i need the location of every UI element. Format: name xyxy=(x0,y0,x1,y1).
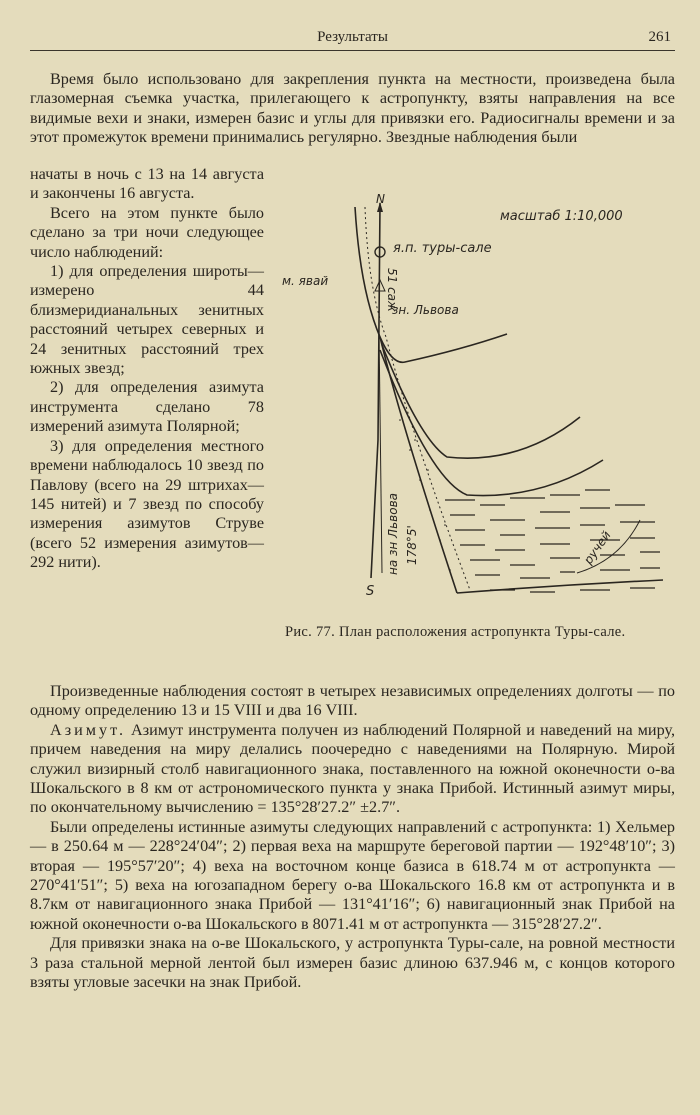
south-label: S xyxy=(366,584,375,599)
cape-label: м. явай xyxy=(282,274,329,288)
stream-label: ручей xyxy=(580,528,614,567)
stream xyxy=(577,520,640,573)
bearing-label: на зн Львова xyxy=(386,493,400,575)
bearing-line xyxy=(379,330,382,573)
section-title: Результаты xyxy=(317,29,388,45)
astropoint-label: я.п. туры-сале xyxy=(393,241,492,256)
marsh-hatching xyxy=(445,490,660,592)
body-text-bottom xyxy=(30,682,675,993)
paragraph: Всего на этом пункте было сделано за три ночи следующее число наблюдений: xyxy=(30,203,264,261)
running-header xyxy=(30,24,675,51)
body-text-column xyxy=(30,165,264,573)
marsh-edge xyxy=(457,580,663,593)
north-label: N xyxy=(376,192,385,206)
figure-map xyxy=(278,190,688,630)
page-number: 261 xyxy=(648,29,671,45)
contour-2 xyxy=(382,345,580,458)
north-south-line xyxy=(371,203,380,578)
scale-label: масштаб 1:10,000 xyxy=(500,209,623,224)
list-item: 1) для определения широты—измерено 44 близмеридианальных зенитных расстояний четырех северных и 24 зенитных расстояний трех южных звезд; xyxy=(30,262,264,378)
paragraph: Для привязки знака на о-ве Шокальского, у астропункта Туры-сале, на ровной местности 3 раза стальной мерной лентой был измерен базис длиною 637.946 м, с концов которого взяты угловые засечки на знак Прибой. xyxy=(30,934,675,992)
paragraph-azimuth xyxy=(30,721,675,818)
body-text-top xyxy=(30,70,675,148)
contour-3 xyxy=(380,350,603,496)
contour-1 xyxy=(380,334,507,362)
list-item: 3) для определения местного времени наблюдалось 10 звезд по Павлову (всего на 29 штрихах—145 нитей) и 7 звезд по способу измерения азимутов Струве (всего 52 измерения азимутов—292 нити). xyxy=(30,436,264,572)
sign-label: зн. Львова xyxy=(392,303,459,317)
list-item: 2) для определения азимута инструмента сделано 78 измерений азимута Полярной; xyxy=(30,378,264,436)
paragraph: Время было использовано для закрепления пункта на местности, произведена была глазомерная съемка участка, прилегающего к астропункту, взяты направления на все видимые вехи и знаки, измерен базис и углы для привязки его. Радиосигналы времени и за этот промежуток времени принимались регулярно. Звездные наблюдения были xyxy=(30,70,675,147)
distance-label: 51 саж xyxy=(385,268,399,312)
paragraph: Были определены истинные азимуты следующих направлений с астропункта: 1) Хельмер — в 250.64 м — 228°24′04″; 2) первая веха на маршруте береговой партии — 192°48′10″; 3) вторая — 195°57′20″; 4) веха на восточном конце базиса в 618.74 м от астропункта — 270°41′51″; 5) веха на югозападном берегу о-ва Шокальского 16.8 км от астропункта и в 8.7км от навигационного знака Прибой — 131°41′16″; 6) навигационный знак Прибой на южной оконечности о-ва Шокальского в 8071.41 м от астропункта — 315°28′27.2″. xyxy=(30,817,675,933)
azimuth-heading: Азимут. xyxy=(50,720,126,739)
map-drawing xyxy=(278,190,688,630)
bearing-angle-label: 178°5' xyxy=(405,525,419,565)
paragraph-continuation: начаты в ночь с 13 на 14 августа и закончены 16 августа. xyxy=(30,165,264,203)
azimuth-text: Азимут инструмента получен из наблюдений Полярной и наведений на миру, причем наведения на миру делались поочередно с наведениями на Полярную. Мирой служил визирный столб навигационного знака, поставленного на южной оконечности о-ва Шокальского в 8 км от астрономического пункта у знака Прибой. Истинный азимут миры, по окончательному вычислению = 135°28′27.2″ ±2.7″. xyxy=(30,720,675,817)
figure-caption: Рис. 77. План расположения астропункта Туры-сале. xyxy=(285,624,626,640)
paragraph: Произведенные наблюдения состоят в четырех независимых определениях долготы — по одному определению 13 и 15 VIII и два 16 VIII. xyxy=(30,682,675,720)
